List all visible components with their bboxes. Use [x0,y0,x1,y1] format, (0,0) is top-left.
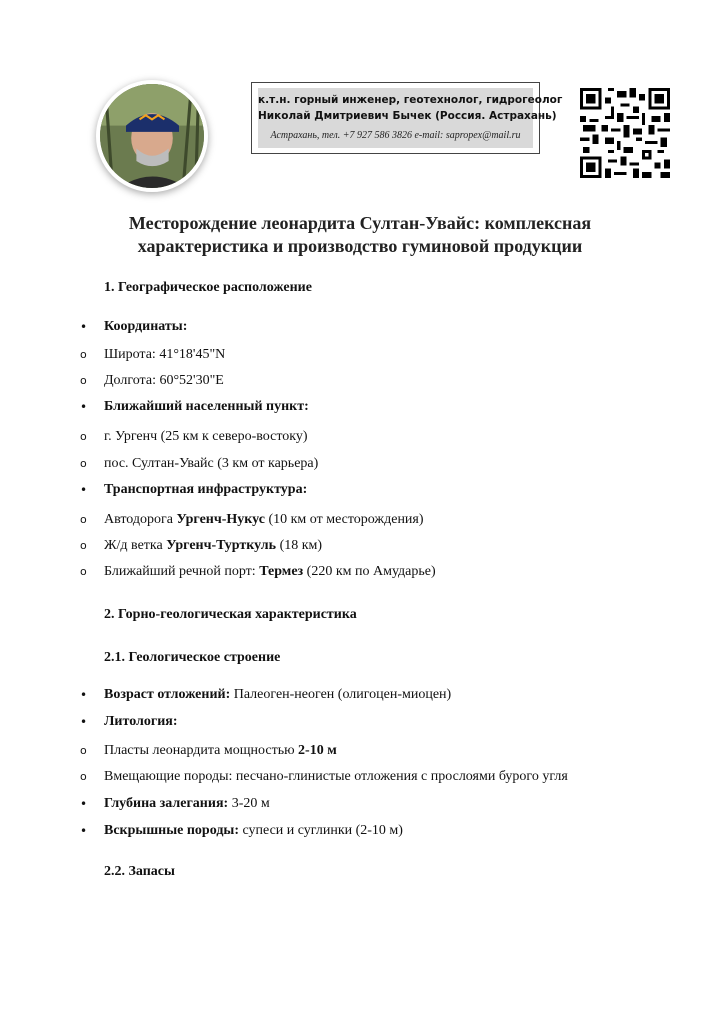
coordinates-label: Координаты: [104,319,188,334]
list-item-road [80,511,424,529]
list-item-nearest-settlement [80,398,309,416]
author-photo [96,80,208,192]
list-item-lithology [80,713,178,731]
author-name: Николай Дмитриевич Бычек (Россия. Астрахань) [258,110,557,122]
author-info-panel [258,88,563,148]
circle-bullet-icon: o [80,430,87,443]
list-item-layers [80,742,337,760]
subsection-heading-reserves: 2.2. Запасы [104,864,175,879]
lithology-label: Литология: [104,714,178,729]
town-urgench-text: г. Ургенч (25 км к северо-востоку) [104,429,308,444]
list-item-longitude [80,372,224,390]
bullet-icon: • [80,797,88,811]
road-suffix: (10 км от месторождения) [264,512,424,527]
port-prefix: Ближайший речной порт: [104,564,260,579]
subsection-heading-structure: 2.1. Геологическое строение [104,650,281,665]
section-heading-geography: 1. Географическое расположение [104,280,312,295]
circle-bullet-icon: o [80,513,87,526]
road-prefix: Автодорога [104,512,177,527]
depth-value: 3-20 м [228,796,270,811]
transport-label: Транспортная инфраструктура: [104,482,308,497]
deposit-age-label: Возраст отложений: [104,687,231,702]
rail-prefix: Ж/д ветка [104,538,167,553]
latitude-text: Широта: 41°18'45"N [104,347,226,362]
deposit-age-value: Палеоген-неоген (олигоцен-миоцен) [230,687,452,702]
document-title [80,212,640,258]
longitude-text: Долгота: 60°52'30"E [104,373,224,388]
layers-thickness: 2-10 м [298,743,337,758]
list-item-coordinates [80,318,187,336]
list-item-depth [80,795,270,813]
document-title-line2: характеристика и производство гуминовой продукции [137,236,583,256]
bullet-icon: • [80,824,88,838]
road-name: Ургенч-Нукус [176,512,265,527]
rail-name: Ургенч-Турткуль [166,538,277,553]
list-item-town-urgench [80,428,308,446]
bullet-icon: • [80,688,88,702]
list-item-transport [80,481,307,499]
section-heading-geology: 2. Горно-геологическая характеристика [104,607,357,622]
list-item-rail [80,537,322,555]
circle-bullet-icon: o [80,374,87,387]
list-item-overburden [80,822,403,840]
circle-bullet-icon: o [80,457,87,470]
nearest-settlement-label: Ближайший населенный пункт: [104,399,309,414]
town-sultan-uvays-text: пос. Султан-Увайс (3 км от карьера) [104,456,319,471]
list-item-deposit-age [80,686,451,704]
circle-bullet-icon: o [80,348,87,361]
qr-code-icon [580,88,670,178]
author-credentials: к.т.н. горный инженер, геотехнолог, гидрогеолог [258,94,563,106]
list-item-river-port [80,563,436,581]
port-name: Термез [259,564,304,579]
bullet-icon: • [80,320,88,334]
circle-bullet-icon: o [80,539,87,552]
depth-label: Глубина залегания: [104,796,229,811]
port-suffix: (220 км по Амударье) [303,564,436,579]
rail-suffix: (18 км) [276,538,323,553]
list-item-host-rocks [80,768,568,786]
overburden-value: супеси и суглинки (2-10 м) [239,823,403,838]
list-item-town-sultan-uvays [80,455,318,473]
author-photo-image [100,84,204,188]
layers-prefix: Пласты леонардита мощностью [104,743,299,758]
document-title-line1: Месторождение леонардита Султан-Увайс: комплексная [128,213,592,233]
author-info-box [251,82,563,154]
circle-bullet-icon: o [80,770,87,783]
bullet-icon: • [80,715,88,729]
circle-bullet-icon: o [80,565,87,578]
host-rocks-text: Вмещающие породы: песчано-глинистые отложения с прослоями бурого угля [104,769,568,784]
list-item-latitude [80,346,225,364]
bullet-icon: • [80,400,88,414]
author-contact: Астрахань, тел. +7 927 586 3826 e-mail: sapropex@mail.ru [270,130,521,141]
circle-bullet-icon: o [80,744,87,757]
bullet-icon: • [80,483,88,497]
overburden-label: Вскрышные породы: [104,823,239,838]
